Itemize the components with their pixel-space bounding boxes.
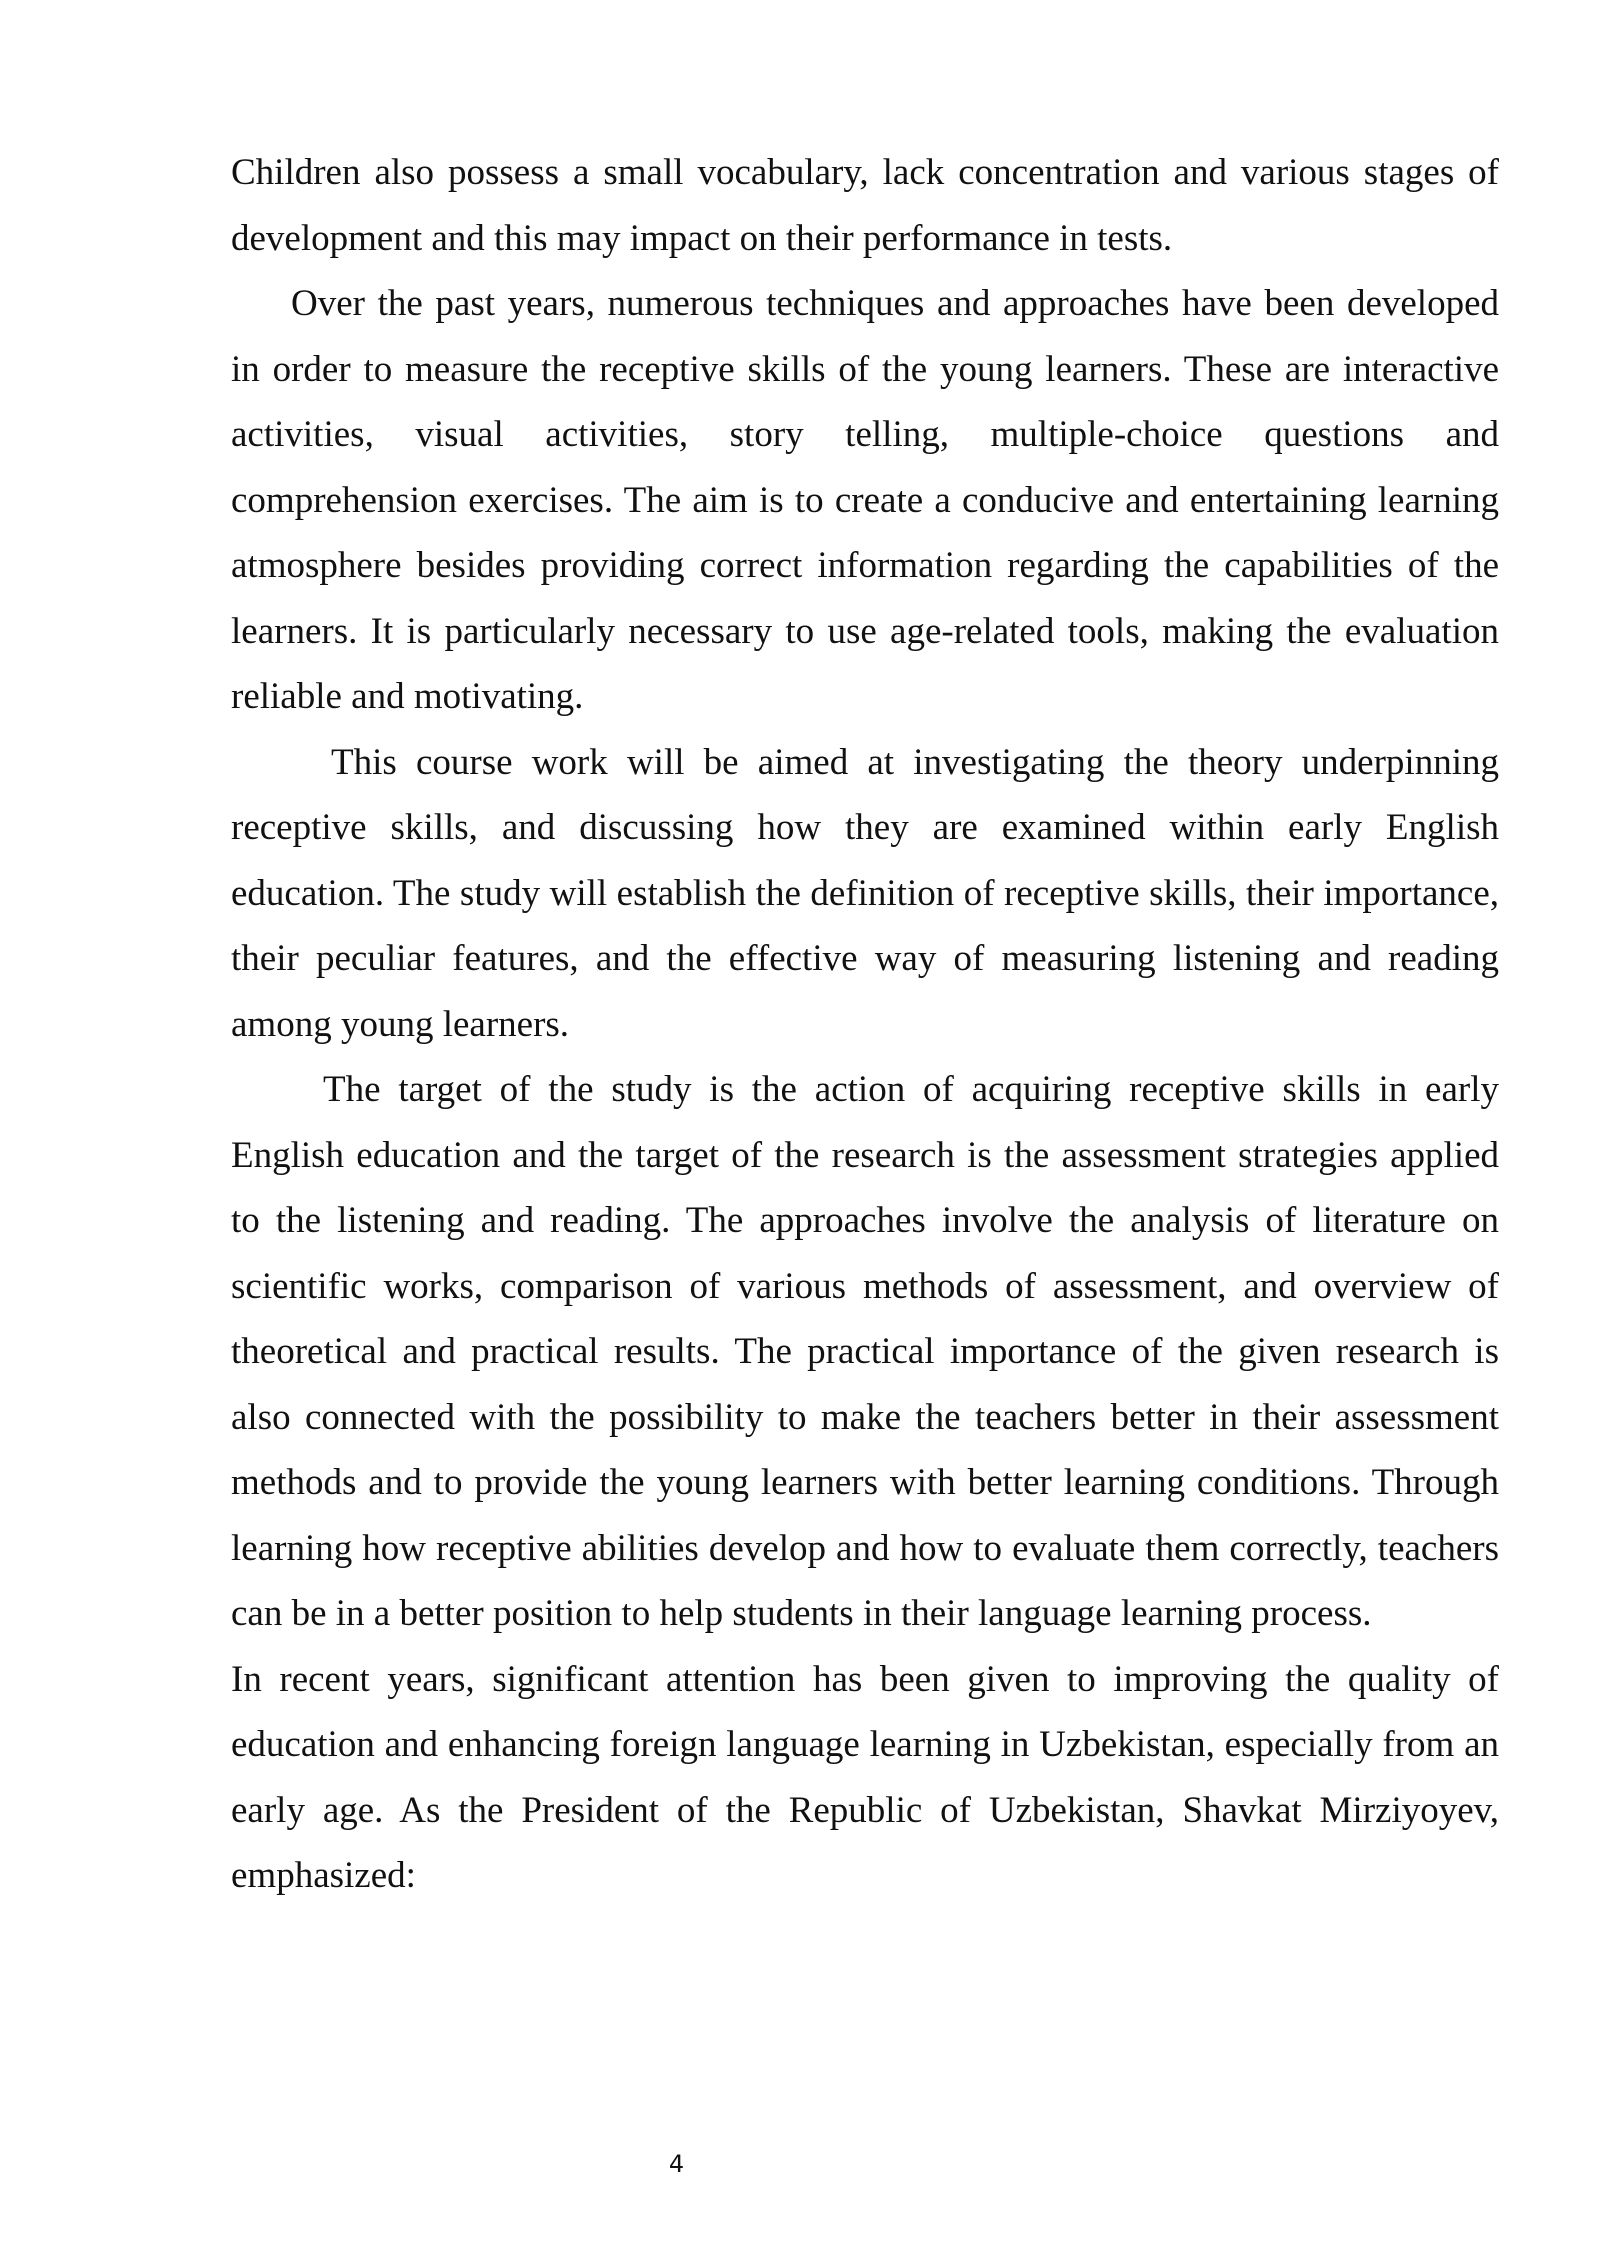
paragraph: This course work will be aimed at investigating the theory underpinning receptive skills, and discussing how they are examined within early English education. The study will establish the definition of receptive skills, their importance, their peculiar features, and the effective way of measuring listening and reading among young learners. [231, 741, 1499, 1045]
paragraph: In recent years, significant attention has been given to improving the quality of education and enhancing foreign language learning in Uzbekistan, especially from an early age. As the President of the Republic of Uzbekistan, Shavkat Mirziyoyev, emphasized: [231, 1658, 1499, 1896]
paragraph: The target of the study is the action of acquiring receptive skills in early English education and the target of the research is the assessment strategies applied to the listening and reading. The approaches involve the analysis of literature on scientific works, comparison of various methods of assessment, and overview of theoretical and practical results. The practical importance of the given research is also connected with the possibility to make the teachers better in their assessment methods and to provide the young learners with better learning conditions. Through learning how receptive abilities develop and how to evaluate them correctly, teachers can be in a better position to help students in their language learning process. [231, 1069, 1499, 1634]
paragraph: Children also possess a small vocabulary, lack concentration and various stages of development and this may impact on their performance in tests. [231, 152, 1499, 259]
body-text [231, 140, 1499, 1909]
page-number: 4 [668, 2150, 685, 2178]
paragraph: Over the past years, numerous techniques and approaches have been developed in order to measure the receptive skills of the young learners. These are interactive activities, visual activities, story telling, multiple-choice questions and comprehension exercises. The aim is to create a conducive and entertaining learning atmosphere besides providing correct information regarding the capabilities of the learners. It is particularly necessary to use age-related tools, making the evaluation reliable and motivating. [231, 283, 1499, 717]
